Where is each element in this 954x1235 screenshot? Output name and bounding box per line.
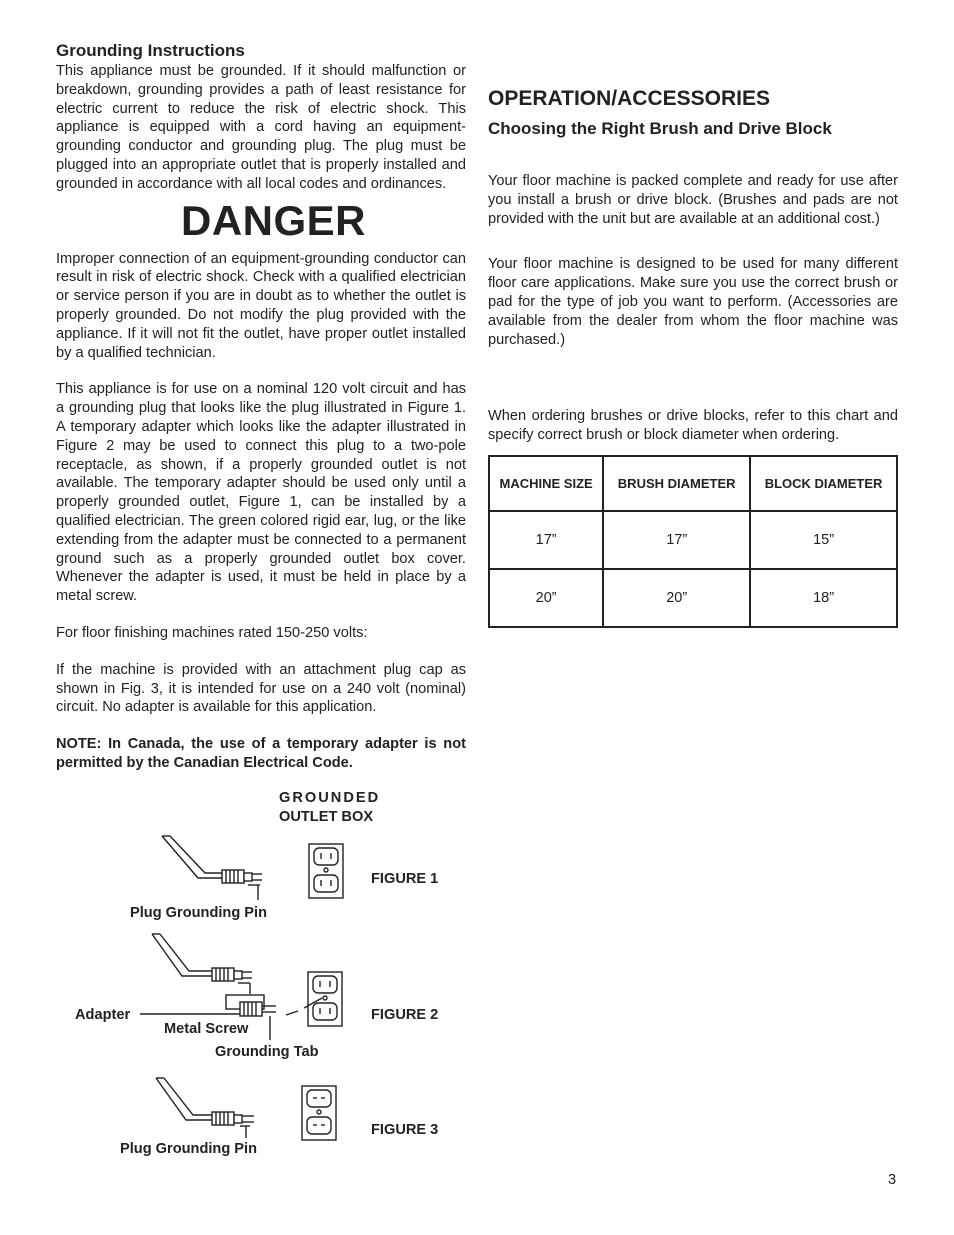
grounding-para-3: This appliance is for use on a nominal 120 volt circuit and has a grounding plug that looks like the plug illustrated in Figure 1. A temporary adapter which looks like the adapter illustrated in Figure 2 may be used to connect this plug to a two-pole receptacle, as shown, if a properly grounded outlet is not available. The temporary adapter should be used only until a properly grounded outlet, Figure 1, can be installed by a qualified electrician. The green colored rigid ear, lug, or the like extending from the adapter must be connected to a permanent ground such as a properly grounded outlet box cover. Whenever the adapter is used, it must be held in place by a metal screw. <box>56 381 466 605</box>
chart-cell: 20” <box>489 569 603 627</box>
grounding-para-5: If the machine is provided with an attachment plug cap as shown in Fig. 3, it is intended for use on a 240 volt (nominal) circuit. No adapter is available for this application. <box>56 661 466 716</box>
table-row <box>489 569 897 627</box>
grounding-para-1: This appliance must be grounded. If it should malfunction or breakdown, grounding provides a path of least resistance for electric current to reduce the risk of electric shock. This appliance is equipped with a cord having an equipment-grounding conductor and grounding plug. The plug must be plugged into an appropriate outlet that is properly installed and grounded in accordance with all local codes and ordinances. <box>56 63 466 192</box>
metal-screw-label: Metal Screw <box>164 1021 249 1037</box>
chart-cell: 17” <box>603 511 750 569</box>
grounding-para-4: For floor finishing machines rated 150-250 volts: <box>56 624 368 641</box>
grounding-para-2: Improper connection of an equipment-grounding conductor can result in risk of electric shock. Check with a qualified electrician or service person if you are in doubt as to whether the outlet is properly grounded. Do not modify the plug provided with the appliance. If it will not fit the outlet, have proper outlet installed by a qualified technician. <box>56 250 466 361</box>
figure3-plug-drawing <box>156 1078 254 1138</box>
operation-para-2: Your floor machine is designed to be used for many different floor care applications. Make sure you use the correct brush or pad for the type of job you want to perform. (Accessories are available from the dealer from whom the floor machine was purchased.) <box>488 256 898 348</box>
grounding-tab-label: Grounding Tab <box>215 1044 319 1060</box>
chart-header-block-diameter: BLOCK DIAMETER <box>750 456 897 511</box>
plug-grounding-pin-label-1: Plug Grounding Pin <box>130 905 268 921</box>
chart-header-row <box>489 456 897 511</box>
chart-header-machine-size: MACHINE SIZE <box>489 456 603 511</box>
figure2-label: FIGURE 2 <box>371 1007 439 1023</box>
adapter-label: Adapter <box>75 1007 131 1023</box>
operation-subheading: Choosing the Right Brush and Drive Block <box>488 119 832 138</box>
operation-section <box>488 86 898 445</box>
operation-para-3: When ordering brushes or drive blocks, refer to this chart and specify correct brush or block diameter when ordering. <box>488 408 898 444</box>
danger-heading: DANGER <box>181 196 367 244</box>
canada-note: NOTE: In Canada, the use of a temporary adapter is not permitted by the Canadian Electrical Code. <box>56 736 466 771</box>
operation-para-1: Your floor machine is packed complete and ready for use after you install a brush or drive block. (Brushes and pads are not provided with the unit but are available at an additional cost.) <box>488 173 898 227</box>
chart-cell: 20” <box>603 569 750 627</box>
grounding-heading: Grounding Instructions <box>56 41 245 60</box>
figure1-label: FIGURE 1 <box>371 871 439 887</box>
figure3-outlet-drawing <box>302 1086 336 1140</box>
brush-block-chart <box>488 455 898 628</box>
page-number: 3 <box>888 1172 897 1188</box>
grounded-label: GROUNDED <box>279 790 381 806</box>
figure3-label: FIGURE 3 <box>371 1122 439 1138</box>
operation-heading: OPERATION/ACCESSORIES <box>488 87 770 110</box>
figure1-plug-drawing <box>162 836 262 900</box>
chart-cell: 18” <box>750 569 897 627</box>
chart-cell: 15” <box>750 511 897 569</box>
outlet-box-label: OUTLET BOX <box>279 809 374 825</box>
plug-grounding-pin-label-3: Plug Grounding Pin <box>120 1141 258 1157</box>
chart-header-brush-diameter: BRUSH DIAMETER <box>603 456 750 511</box>
table-row <box>489 511 897 569</box>
chart-cell: 17” <box>489 511 603 569</box>
figure1-outlet-drawing <box>309 844 343 898</box>
figure2-outlet-drawing <box>304 972 342 1026</box>
